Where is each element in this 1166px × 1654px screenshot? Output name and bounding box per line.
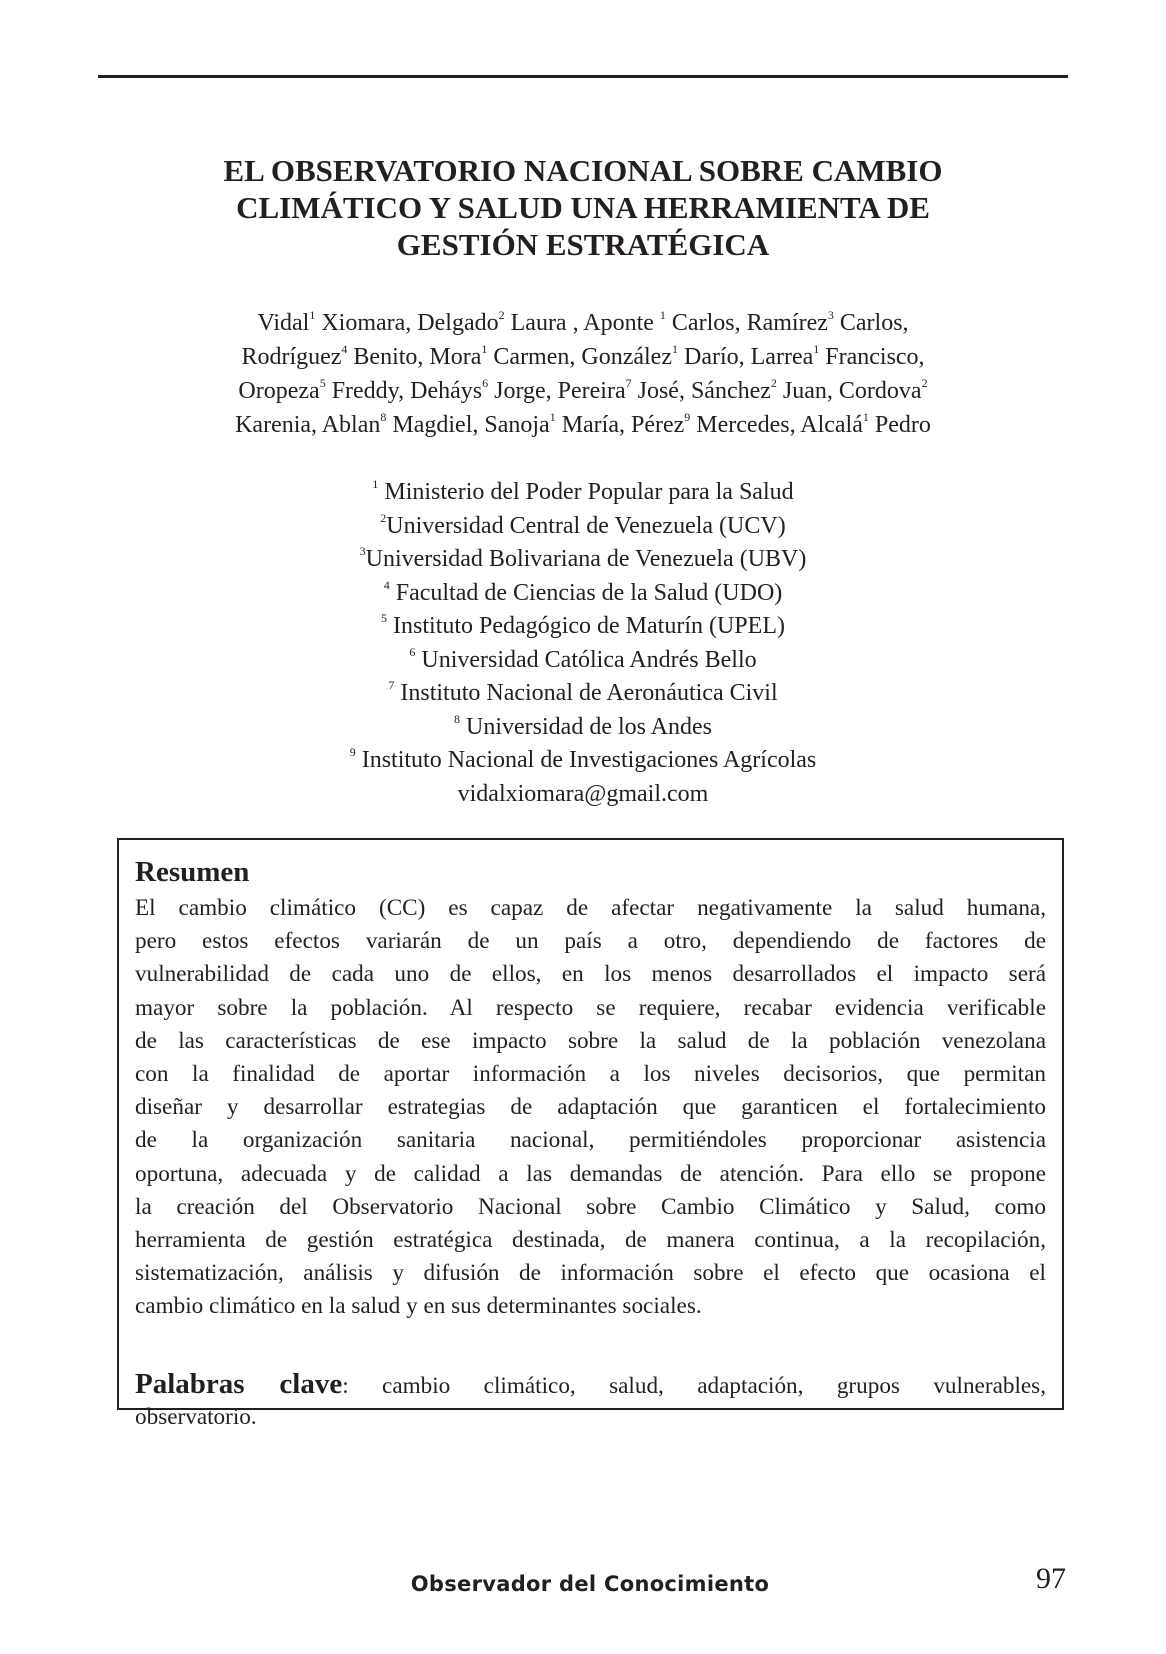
author-name: Karenia, Ablan <box>235 412 381 438</box>
author-sup: 5 <box>319 376 326 390</box>
journal-name: Observador del Conocimiento <box>410 1572 770 1596</box>
affiliation-sup: 4 <box>383 577 390 592</box>
author-line <box>120 340 1046 374</box>
abstract-line: con la finalidad de aportar información a los niveles decisorios, que permitan <box>135 1060 1046 1087</box>
affiliation-sup: 3 <box>359 544 366 558</box>
affiliation <box>120 744 1046 778</box>
affiliation-text: Universidad Bolivariana de Venezuela (UBV) <box>365 546 807 572</box>
abstract-line: sistematización, análisis y difusión de información sobre el efecto que ocasiona el <box>135 1260 1046 1287</box>
abstract-line: mayor sobre la población. Al respecto se requiere, recabar evidencia verificable <box>135 994 1046 1021</box>
abstract-line: de la organización sanitaria nacional, permitiéndoles proporcionar asistencia <box>135 1127 1046 1154</box>
page-number: 97 <box>1036 1562 1066 1595</box>
abstract-line: vulnerabilidad de cada uno de ellos, en los menos desarrollados el impacto será <box>135 961 1046 988</box>
author-sup: 7 <box>625 376 632 390</box>
author-name: Oropeza <box>238 378 320 404</box>
keywords-text: : cambio climático, salud, adaptación, grupos vulnerables, <box>342 1373 1047 1399</box>
affiliation-text: Instituto Pedagógico de Maturín (UPEL) <box>387 613 785 639</box>
author-name: Carmen, González <box>487 344 672 370</box>
author-sup: 2 <box>498 308 505 322</box>
affiliation-text: Universidad Católica Andrés Bello <box>415 646 757 673</box>
author-sup: 4 <box>341 342 348 356</box>
affiliation <box>120 577 1046 611</box>
affiliation-text: Facultad de Ciencias de la Salud (UDO) <box>389 579 783 606</box>
affiliation-sup: 9 <box>349 745 356 759</box>
author-name: Laura , Aponte <box>504 310 660 336</box>
keywords-label: Palabras clave <box>135 1368 343 1400</box>
affiliation <box>120 677 1046 711</box>
abstract-line: cambio climático en la salud y en sus determinantes sociales. <box>135 1293 702 1320</box>
author-sup: 1 <box>672 342 678 356</box>
author-name: José, Sánchez <box>631 378 771 404</box>
keywords-text: observatorio. <box>135 1404 257 1430</box>
paper-title <box>120 152 1046 263</box>
author-name: Rodríguez <box>241 344 342 370</box>
affiliation-text: Instituto Nacional de Aeronáutica Civil <box>394 680 778 706</box>
author-name: Carlos, <box>833 310 909 336</box>
affiliation <box>120 644 1046 678</box>
author-sup: 1 <box>862 410 869 424</box>
keywords <box>135 1368 1046 1434</box>
abstract-line: herramienta de gestión estratégica destinada, de manera continua, a la recopilación, <box>135 1226 1046 1253</box>
author-line <box>120 374 1046 408</box>
author-sup: 1 <box>481 342 488 356</box>
top-rule <box>98 75 1068 78</box>
author-sup: 1 <box>659 308 666 322</box>
affiliation <box>120 476 1046 510</box>
abstract-line: oportuna, adecuada y de calidad a las demandas de atención. Para ello se propone <box>135 1160 1046 1187</box>
author-name: Juan, Cordova <box>776 378 922 404</box>
affiliation-sup: 1 <box>372 477 379 491</box>
affiliation <box>120 510 1046 544</box>
abstract-heading: Resumen <box>135 856 250 888</box>
author-name: Vidal <box>257 310 310 336</box>
author-sup: 1 <box>813 342 820 356</box>
author-sup: 1 <box>549 410 556 424</box>
abstract-line: diseñar y desarrollar estrategias de adaptación que garanticen el fortalecimiento <box>135 1094 1046 1121</box>
author-name: Jorge, Pereira <box>488 378 626 404</box>
author-sup: 1 <box>309 308 316 322</box>
author-list <box>120 306 1046 442</box>
abstract-line: la creación del Observatorio Nacional sobre Cambio Climático y Salud, como <box>135 1193 1046 1220</box>
affiliation-text: Instituto Nacional de Investigaciones Agrícolas <box>355 747 817 773</box>
author-name: Xiomara, Delgado <box>315 310 499 336</box>
abstract-line: El cambio climático (CC) es capaz de afectar negativamente la salud humana, <box>135 895 1046 921</box>
author-sup: 3 <box>827 308 834 322</box>
abstract-line: de las características de ese impacto sobre la salud de la población venezolana <box>135 1027 1046 1054</box>
author-name: María, Pérez <box>555 412 685 438</box>
abstract-line: pero estos efectos variarán de un país a otro, dependiendo de factores de <box>135 928 1046 955</box>
author-name: Freddy, Deháys <box>325 378 483 404</box>
author-sup: 9 <box>684 410 691 424</box>
affiliation-list <box>120 476 1046 811</box>
author-sup: 6 <box>482 376 489 390</box>
author-name: Magdiel, Sanoja <box>386 412 550 438</box>
author-line <box>120 408 1046 442</box>
affiliation-text: Universidad de los Andes <box>460 713 712 740</box>
affiliation-sup: 7 <box>388 678 395 692</box>
affiliation-text: Universidad Central de Venezuela (UCV) <box>386 512 786 539</box>
author-name: Benito, Mora <box>347 344 482 370</box>
affiliation-sup: 8 <box>454 711 461 726</box>
author-line <box>120 306 1046 340</box>
abstract-body <box>135 892 1046 1323</box>
author-sup: 8 <box>380 410 387 424</box>
affiliation-sup: 5 <box>381 611 388 625</box>
contact-email[interactable]: vidalxiomara@gmail.com <box>457 780 709 807</box>
author-name: Pedro <box>868 412 931 438</box>
title-line: CLIMÁTICO Y SALUD UNA HERRAMIENTA DE <box>236 190 930 225</box>
title-line: GESTIÓN ESTRATÉGICA <box>396 227 770 262</box>
author-sup: 2 <box>770 376 777 390</box>
affiliation-text: Ministerio del Poder Popular para la Salud <box>378 479 794 505</box>
author-name: Francisco, <box>819 344 925 370</box>
affiliation <box>120 610 1046 644</box>
abstract-box <box>117 838 1064 1430</box>
affiliation <box>120 711 1046 745</box>
affiliation-sup: 2 <box>380 510 387 525</box>
author-name: Carlos, Ramírez <box>665 310 828 336</box>
title-line: EL OBSERVATORIO NACIONAL SOBRE CAMBIO <box>223 153 943 188</box>
author-name: Darío, Larrea <box>678 344 814 370</box>
affiliation-sup: 6 <box>409 644 416 659</box>
author-name: Mercedes, Alcalá <box>690 412 863 438</box>
author-sup: 2 <box>921 376 928 390</box>
affiliation <box>120 543 1046 577</box>
keywords-line <box>135 1368 1046 1401</box>
